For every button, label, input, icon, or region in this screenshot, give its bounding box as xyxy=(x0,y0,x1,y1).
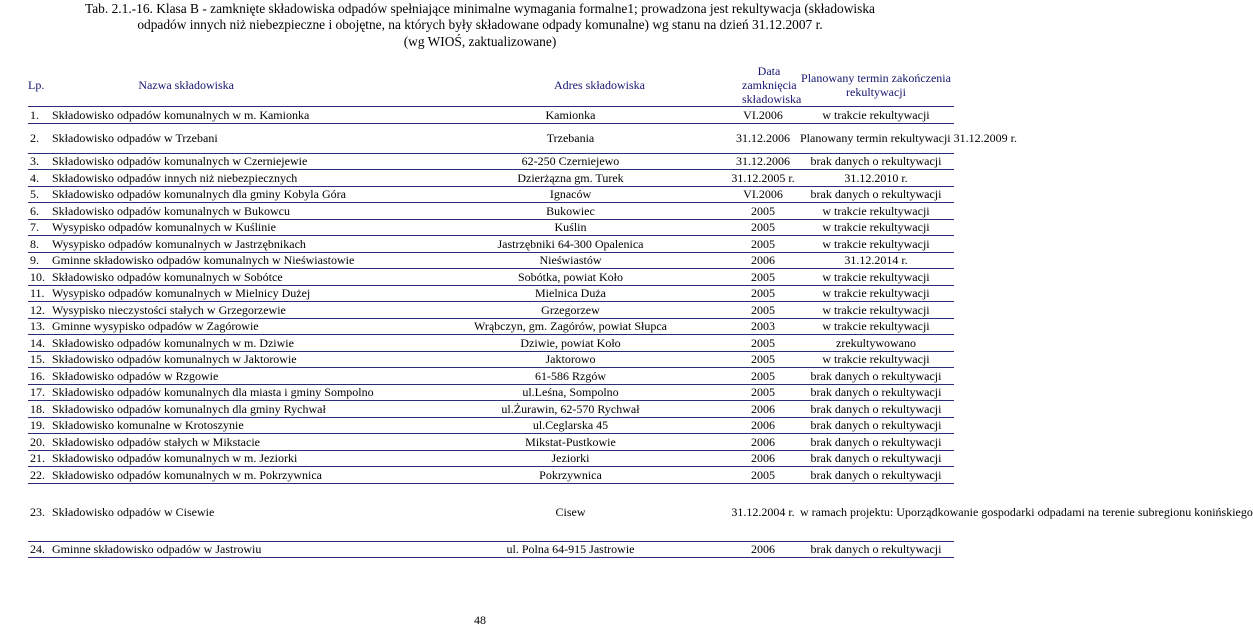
cell-address: 62-250 Czerniejewo xyxy=(413,153,728,170)
cell-planned-end: brak danych o rekultywacji xyxy=(798,467,954,484)
cell-planned-end: 31.12.2014 r. xyxy=(798,252,954,269)
cell-planned-end: brak danych o rekultywacji xyxy=(798,153,954,170)
cell-name xyxy=(28,252,413,269)
table-row xyxy=(28,123,954,153)
cell-name-text: Gminne składowisko odpadów w Jastrowiu xyxy=(52,542,262,557)
cell-lp: 20. xyxy=(30,434,45,449)
cell-planned-end: 31.12.2010 r. xyxy=(798,170,954,187)
cell-name xyxy=(28,269,413,286)
cell-address: ul.Leśna, Sompolno xyxy=(413,384,728,401)
cell-lp: 18. xyxy=(30,401,45,416)
cell-closing-date: 2005 xyxy=(728,269,798,286)
cell-address: Kamionka xyxy=(413,107,728,124)
cell-planned-end: w ramach projektu: Uporządkowanie gospodarki odpadami na terenie subregionu konińskiego xyxy=(798,483,954,541)
table-row xyxy=(28,170,954,187)
table-row xyxy=(28,434,954,451)
cell-planned-end: w trakcie rekultywacji xyxy=(798,302,954,319)
cell-name-text: Składowisko odpadów komunalnych dla gminy Rychwał xyxy=(52,401,326,416)
cell-name xyxy=(28,123,413,153)
cell-closing-date: 2006 xyxy=(728,252,798,269)
cell-name-text: Składowisko odpadów stałych w Mikstacie xyxy=(52,434,260,449)
cell-name xyxy=(28,219,413,236)
header-address: Adres składowiska xyxy=(413,64,728,107)
cell-name-text: Wysypisko odpadów komunalnych w Jastrzębnikach xyxy=(52,236,306,251)
cell-closing-date: 2003 xyxy=(728,318,798,335)
cell-address: ul. Polna 64-915 Jastrowie xyxy=(413,541,728,558)
cell-planned-end: w trakcie rekultywacji xyxy=(798,219,954,236)
cell-planned-end: w trakcie rekultywacji xyxy=(798,107,954,124)
cell-lp: 19. xyxy=(30,418,45,433)
cell-closing-date: 2006 xyxy=(728,401,798,418)
table-row xyxy=(28,302,954,319)
cell-address: ul.Ceglarska 45 xyxy=(413,417,728,434)
cell-address: Trzebania xyxy=(413,123,728,153)
cell-address: ul.Żurawin, 62-570 Rychwał xyxy=(413,401,728,418)
header-name: Nazwa składowiska xyxy=(138,78,234,92)
cell-closing-date: 2005 xyxy=(728,302,798,319)
cell-lp: 11. xyxy=(30,286,45,301)
cell-lp: 4. xyxy=(30,170,39,185)
cell-name xyxy=(28,285,413,302)
cell-lp: 6. xyxy=(30,203,39,218)
cell-address: Grzegorzew xyxy=(413,302,728,319)
cell-name xyxy=(28,236,413,253)
cell-planned-end: brak danych o rekultywacji xyxy=(798,401,954,418)
cell-name-text: Gminne składowisko odpadów komunalnych w Nieświastowie xyxy=(52,253,355,268)
cell-closing-date: 31.12.2006 xyxy=(728,153,798,170)
cell-name xyxy=(28,170,413,187)
cell-address: Mielnica Duża xyxy=(413,285,728,302)
cell-closing-date: 2005 xyxy=(728,368,798,385)
cell-closing-date: 2005 xyxy=(728,351,798,368)
cell-name xyxy=(28,483,413,541)
table-row xyxy=(28,203,954,220)
cell-lp: 17. xyxy=(30,385,45,400)
table-row xyxy=(28,417,954,434)
cell-lp: 2. xyxy=(30,131,39,145)
cell-lp: 15. xyxy=(30,352,45,367)
cell-planned-end: w trakcie rekultywacji xyxy=(798,236,954,253)
cell-name-text: Wysypisko odpadów komunalnych w Kuślinie xyxy=(52,220,276,235)
cell-address: Bukowiec xyxy=(413,203,728,220)
cell-address: 61-586 Rzgów xyxy=(413,368,728,385)
table-caption-line-1: Tab. 2.1.-16. Klasa B - zamknięte składowiska odpadów spełniające minimalne wymagania formalne1; prowadzona jest rekultywacja (składowiska xyxy=(85,1,875,16)
cell-planned-end: w trakcie rekultywacji xyxy=(798,351,954,368)
cell-name xyxy=(28,153,413,170)
table-row xyxy=(28,450,954,467)
cell-closing-date: 2005 xyxy=(728,203,798,220)
cell-name xyxy=(28,434,413,451)
cell-address: Mikstat-Pustkowie xyxy=(413,434,728,451)
cell-name-text: Składowisko odpadów w Trzebani xyxy=(52,131,218,145)
cell-lp: 7. xyxy=(30,220,39,235)
cell-name xyxy=(28,467,413,484)
cell-name-text: Składowisko odpadów komunalnych w m. Kamionka xyxy=(52,107,310,122)
table-row xyxy=(28,384,954,401)
cell-name xyxy=(28,417,413,434)
cell-closing-date: 2005 xyxy=(728,285,798,302)
table-row xyxy=(28,351,954,368)
cell-planned-end: brak danych o rekultywacji xyxy=(798,434,954,451)
header-planned-end: Planowany termin zakończenia rekultywacji xyxy=(798,64,954,107)
cell-address: Cisew xyxy=(413,483,728,541)
cell-lp: 16. xyxy=(30,368,45,383)
cell-lp: 13. xyxy=(30,319,45,334)
cell-planned-end: brak danych o rekultywacji xyxy=(798,541,954,558)
cell-address: Wrąbczyn, gm. Zagórów, powiat Słupca xyxy=(413,318,728,335)
cell-name-text: Składowisko odpadów komunalnych w Sobótce xyxy=(52,269,283,284)
cell-name-text: Składowisko odpadów w Cisewie xyxy=(52,505,215,519)
cell-closing-date: 2005 xyxy=(728,384,798,401)
cell-name xyxy=(28,384,413,401)
cell-closing-date: VI.2006 xyxy=(728,107,798,124)
cell-name xyxy=(28,351,413,368)
cell-name-text: Składowisko odpadów komunalnych dla miasta i gminy Sompolno xyxy=(52,385,374,400)
cell-closing-date: 2005 xyxy=(728,335,798,352)
cell-closing-date: 31.12.2004 r. xyxy=(728,483,798,541)
cell-name-text: Składowisko komunalne w Krotoszynie xyxy=(52,418,244,433)
cell-closing-date: 2006 xyxy=(728,417,798,434)
header-lp-name xyxy=(28,64,413,107)
cell-lp: 9. xyxy=(30,253,39,268)
cell-lp: 23. xyxy=(30,505,45,519)
table-row xyxy=(28,153,954,170)
cell-address: Nieświastów xyxy=(413,252,728,269)
cell-closing-date: 2005 xyxy=(728,467,798,484)
cell-name xyxy=(28,318,413,335)
cell-address: Jaktorowo xyxy=(413,351,728,368)
cell-name xyxy=(28,107,413,124)
table-row xyxy=(28,467,954,484)
table-row xyxy=(28,252,954,269)
cell-lp: 22. xyxy=(30,467,45,482)
cell-planned-end: zrekultywowano xyxy=(798,335,954,352)
cell-name xyxy=(28,401,413,418)
landfill-table xyxy=(28,64,1253,558)
cell-name-text: Składowisko odpadów komunalnych w m. Dziwie xyxy=(52,335,294,350)
table-row xyxy=(28,285,954,302)
table-row xyxy=(28,186,954,203)
cell-name-text: Wysypisko odpadów komunalnych w Mielnicy Dużej xyxy=(52,286,311,301)
cell-closing-date: VI.2006 xyxy=(728,186,798,203)
cell-name-text: Składowisko odpadów komunalnych w m. Jeziorki xyxy=(52,451,298,466)
table-row xyxy=(28,236,954,253)
cell-name-text: Gminne wysypisko odpadów w Zagórowie xyxy=(52,319,259,334)
cell-name xyxy=(28,450,413,467)
page-number: 48 xyxy=(474,613,486,627)
cell-name-text: Składowisko odpadów komunalnych w Jaktorowie xyxy=(52,352,297,367)
table-header-row xyxy=(28,64,954,107)
cell-name-text: Składowisko odpadów komunalnych w Bukowcu xyxy=(52,203,290,218)
table-row xyxy=(28,269,954,286)
cell-name xyxy=(28,203,413,220)
cell-planned-end: w trakcie rekultywacji xyxy=(798,269,954,286)
cell-name xyxy=(28,302,413,319)
cell-address: Jeziorki xyxy=(413,450,728,467)
cell-planned-end: brak danych o rekultywacji xyxy=(798,450,954,467)
cell-closing-date: 2005 xyxy=(728,236,798,253)
cell-closing-date: 2006 xyxy=(728,541,798,558)
header-closing-date: Data zamknięcia składowiska xyxy=(728,64,798,107)
cell-planned-end: brak danych o rekultywacji xyxy=(798,186,954,203)
cell-name-text: Składowisko odpadów innych niż niebezpiecznych xyxy=(52,170,298,185)
cell-lp: 1. xyxy=(30,107,39,122)
cell-lp: 12. xyxy=(30,302,45,317)
cell-address: Kuślin xyxy=(413,219,728,236)
cell-lp: 8. xyxy=(30,236,39,251)
cell-closing-date: 31.12.2006 xyxy=(728,123,798,153)
table-caption-line-2: odpadów innych niż niebezpieczne i obojętne, na których były składowane odpady komunalne) wg stanu na dzień 31.12.2007 r. xyxy=(137,17,823,32)
table-row xyxy=(28,335,954,352)
cell-name-text: Składowisko odpadów w Rzgowie xyxy=(52,368,219,383)
cell-name-text: Wysypisko nieczystości stałych w Grzegorzewie xyxy=(52,302,286,317)
cell-planned-end: Planowany termin rekultywacji 31.12.2009 r. xyxy=(798,123,954,153)
cell-name xyxy=(28,335,413,352)
table-row xyxy=(28,107,954,124)
cell-planned-end: brak danych o rekultywacji xyxy=(798,417,954,434)
cell-closing-date: 2006 xyxy=(728,450,798,467)
cell-planned-end: brak danych o rekultywacji xyxy=(798,384,954,401)
cell-closing-date: 2006 xyxy=(728,434,798,451)
table-caption-source: (wg WIOŚ, zaktualizowane) xyxy=(403,34,557,49)
cell-lp: 10. xyxy=(30,269,45,284)
cell-name-text: Składowisko odpadów komunalnych w Czerniejewie xyxy=(52,154,308,169)
cell-lp: 21. xyxy=(30,451,45,466)
cell-lp: 3. xyxy=(30,154,39,169)
table-row xyxy=(28,541,954,558)
cell-closing-date: 2005 xyxy=(728,219,798,236)
cell-name xyxy=(28,541,413,558)
cell-address: Pokrzywnica xyxy=(413,467,728,484)
cell-address: Ignaców xyxy=(413,186,728,203)
cell-address: Sobótka, powiat Koło xyxy=(413,269,728,286)
cell-lp: 5. xyxy=(30,187,39,202)
cell-closing-date: 31.12.2005 r. xyxy=(728,170,798,187)
table-row xyxy=(28,219,954,236)
table-row xyxy=(28,318,954,335)
cell-address: Jastrzębniki 64-300 Opalenica xyxy=(413,236,728,253)
cell-name-text: Składowisko odpadów komunalnych w m. Pokrzywnica xyxy=(52,467,322,482)
cell-name xyxy=(28,186,413,203)
cell-name-text: Składowisko odpadów komunalnych dla gminy Kobyla Góra xyxy=(52,187,346,202)
table-row xyxy=(28,368,954,385)
cell-name xyxy=(28,368,413,385)
cell-planned-end: w trakcie rekultywacji xyxy=(798,318,954,335)
cell-lp: 24. xyxy=(30,542,45,557)
table-row xyxy=(28,483,954,541)
cell-planned-end: w trakcie rekultywacji xyxy=(798,285,954,302)
header-lp: Lp. xyxy=(28,78,45,92)
cell-planned-end: w trakcie rekultywacji xyxy=(798,203,954,220)
cell-planned-end: brak danych o rekultywacji xyxy=(798,368,954,385)
cell-address: Dziwie, powiat Koło xyxy=(413,335,728,352)
table-row xyxy=(28,401,954,418)
cell-address: Dzierżązna gm. Turek xyxy=(413,170,728,187)
cell-lp: 14. xyxy=(30,335,45,350)
